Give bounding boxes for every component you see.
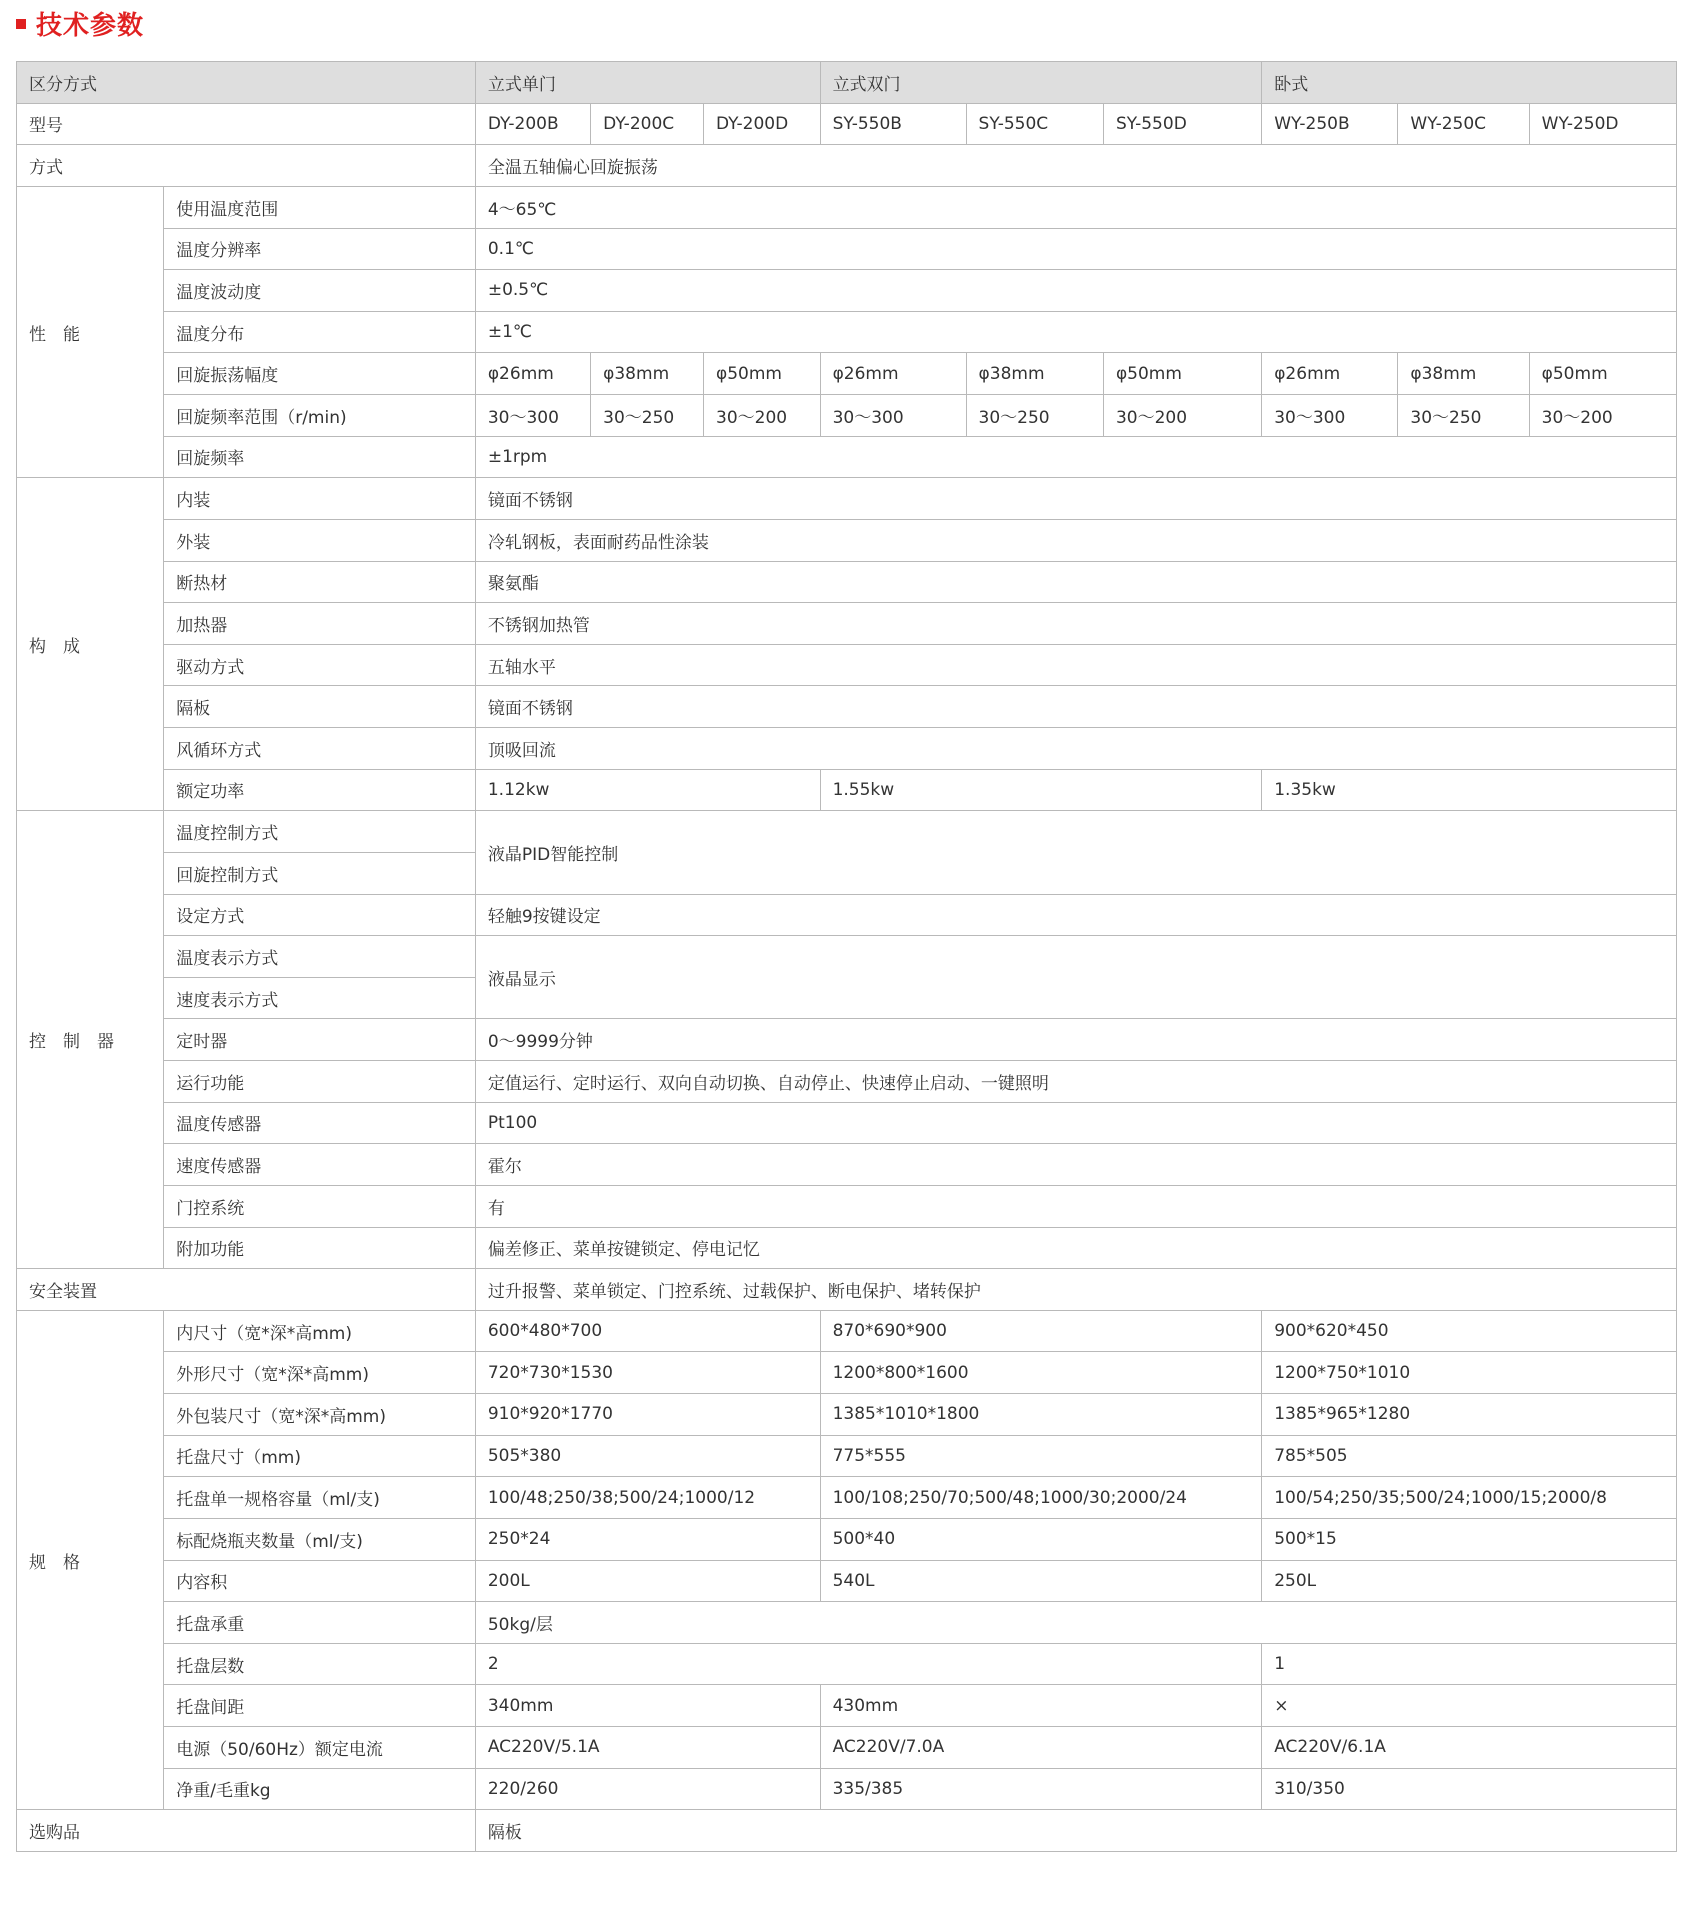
row-label: 加热器 [164,603,476,645]
model-cell: WY-250C [1398,103,1529,145]
row-label: 回旋频率 [164,436,476,478]
spec-cell: 720*730*1530 [475,1352,820,1394]
model-cell: SY-550B [820,103,966,145]
table-row [17,1643,1677,1685]
table-row [17,1144,1677,1186]
amplitude-cell: φ26mm [820,353,966,395]
row-label: 附加功能 [164,1227,476,1269]
table-row [17,1102,1677,1144]
table-row [17,1394,1677,1436]
row-value: 液晶显示 [475,936,1676,1019]
spec-cell: 430mm [820,1685,1262,1727]
table-header-row [17,62,1677,104]
spec-cell: 250*24 [475,1518,820,1560]
spec-cell: 200L [475,1560,820,1602]
spec-cell: AC220V/5.1A [475,1727,820,1769]
model-cell: DY-200B [475,103,590,145]
row-value: 0.1℃ [475,228,1676,270]
freq-range-cell: 30～250 [591,395,704,437]
spec-cell: 500*15 [1262,1518,1677,1560]
row-value: 不锈钢加热管 [475,603,1676,645]
table-row [17,894,1677,936]
row-label: 速度传感器 [164,1144,476,1186]
row-label: 温度传感器 [164,1102,476,1144]
model-cell: DY-200D [704,103,821,145]
row-label: 额定功率 [164,769,476,811]
table-row [17,1310,1677,1352]
table-row [17,1227,1677,1269]
row-label: 设定方式 [164,894,476,936]
group-label-controller: 控 制 器 [17,811,164,1269]
table-row-model [17,103,1677,145]
spec-cell: 220/260 [475,1768,820,1810]
table-row [17,686,1677,728]
freq-range-cell: 30～300 [820,395,966,437]
header-group-single-door: 立式单门 [475,62,820,104]
table-row [17,811,1677,853]
spec-cell: 505*380 [475,1435,820,1477]
row-label: 门控系统 [164,1185,476,1227]
spec-cell: 775*555 [820,1435,1262,1477]
row-value: 全温五轴偏心回旋振荡 [475,145,1676,187]
row-label: 外形尺寸（宽*深*高mm) [164,1352,476,1394]
row-value: 隔板 [475,1810,1676,1852]
table-row [17,936,1677,978]
header-group-horizontal: 卧式 [1262,62,1677,104]
row-value: ±0.5℃ [475,270,1676,312]
table-row [17,1019,1677,1061]
table-row [17,436,1677,478]
spec-cell: 310/350 [1262,1768,1677,1810]
row-label: 温度表示方式 [164,936,476,978]
spec-cell: 900*620*450 [1262,1310,1677,1352]
row-label: 使用温度范围 [164,186,476,228]
freq-range-cell: 30～200 [704,395,821,437]
row-value: 4～65℃ [475,186,1676,228]
row-value: 0～9999分钟 [475,1019,1676,1061]
row-value: 定值运行、定时运行、双向自动切换、自动停止、快速停止启动、一键照明 [475,1061,1676,1103]
spec-cell: × [1262,1685,1677,1727]
row-label: 净重/毛重kg [164,1768,476,1810]
row-label: 回旋频率范围（r/min) [164,395,476,437]
row-label: 回旋振荡幅度 [164,353,476,395]
freq-range-cell: 30～250 [1398,395,1529,437]
table-row [17,1560,1677,1602]
row-label: 温度控制方式 [164,811,476,853]
freq-range-cell: 30～250 [966,395,1103,437]
table-row [17,603,1677,645]
amplitude-cell: φ50mm [1529,353,1676,395]
row-label: 温度分布 [164,311,476,353]
group-label-specs: 规 格 [17,1310,164,1810]
spec-cell: 100/54;250/35;500/24;1000/15;2000/8 [1262,1477,1677,1519]
row-value: 五轴水平 [475,644,1676,686]
row-value: 50kg/层 [475,1602,1676,1644]
amplitude-cell: φ50mm [704,353,821,395]
row-value: Pt100 [475,1102,1676,1144]
spec-cell: 785*505 [1262,1435,1677,1477]
spec-cell: 100/48;250/38;500/24;1000/12 [475,1477,820,1519]
row-label: 外包装尺寸（宽*深*高mm) [164,1394,476,1436]
header-group-double-door: 立式双门 [820,62,1262,104]
row-label: 风循环方式 [164,728,476,770]
freq-range-cell: 30～200 [1529,395,1676,437]
table-row [17,1352,1677,1394]
table-row [17,1518,1677,1560]
row-label: 隔板 [164,686,476,728]
row-value: ±1rpm [475,436,1676,478]
group-label-performance: 性 能 [17,186,164,477]
group-label-construction: 构 成 [17,478,164,811]
model-cell: WY-250B [1262,103,1398,145]
power-cell: 1.55kw [820,769,1262,811]
table-row [17,311,1677,353]
table-row [17,1185,1677,1227]
table-row [17,270,1677,312]
row-label: 托盘层数 [164,1643,476,1685]
spec-cell: 335/385 [820,1768,1262,1810]
table-row [17,728,1677,770]
table-row [17,561,1677,603]
model-cell: WY-250D [1529,103,1676,145]
spec-cell: 2 [475,1643,1261,1685]
table-row [17,644,1677,686]
amplitude-cell: φ26mm [1262,353,1398,395]
row-label: 方式 [17,145,476,187]
spec-cell: 250L [1262,1560,1677,1602]
spec-cell: 600*480*700 [475,1310,820,1352]
table-row [17,353,1677,395]
power-cell: 1.12kw [475,769,820,811]
spec-cell: 340mm [475,1685,820,1727]
spec-table [16,61,1677,1852]
table-row [17,395,1677,437]
amplitude-cell: φ26mm [475,353,590,395]
row-label: 运行功能 [164,1061,476,1103]
row-label: 托盘间距 [164,1685,476,1727]
spec-cell: 500*40 [820,1518,1262,1560]
row-label: 定时器 [164,1019,476,1061]
row-label: 内装 [164,478,476,520]
row-label: 温度分辨率 [164,228,476,270]
table-row [17,769,1677,811]
row-label: 驱动方式 [164,644,476,686]
table-row [17,1061,1677,1103]
spec-cell: 100/108;250/70;500/48;1000/30;2000/24 [820,1477,1262,1519]
model-cell: SY-550D [1103,103,1261,145]
table-row [17,478,1677,520]
row-label: 温度波动度 [164,270,476,312]
row-label: 托盘单一规格容量（ml/支) [164,1477,476,1519]
header-label: 区分方式 [17,62,476,104]
table-row [17,519,1677,561]
spec-cell: 910*920*1770 [475,1394,820,1436]
row-value: 聚氨酯 [475,561,1676,603]
row-label: 电源（50/60Hz）额定电流 [164,1727,476,1769]
row-value: 镜面不锈钢 [475,478,1676,520]
row-value: 霍尔 [475,1144,1676,1186]
model-cell: SY-550C [966,103,1103,145]
spec-cell: 1200*750*1010 [1262,1352,1677,1394]
row-value: 液晶PID智能控制 [475,811,1676,894]
freq-range-cell: 30～300 [1262,395,1398,437]
section-title: 技术参数 [36,10,145,41]
spec-cell: 1200*800*1600 [820,1352,1262,1394]
row-value: 镜面不锈钢 [475,686,1676,728]
power-cell: 1.35kw [1262,769,1677,811]
spec-cell: 870*690*900 [820,1310,1262,1352]
spec-cell: 1385*965*1280 [1262,1394,1677,1436]
spec-cell: AC220V/6.1A [1262,1727,1677,1769]
row-label: 内容积 [164,1560,476,1602]
row-value: 顶吸回流 [475,728,1676,770]
row-value: 冷轧钢板，表面耐药品性涂装 [475,519,1676,561]
freq-range-cell: 30～200 [1103,395,1261,437]
row-value: 过升报警、菜单锁定、门控系统、过载保护、断电保护、堵转保护 [475,1269,1676,1311]
row-label: 标配烧瓶夹数量（ml/支) [164,1518,476,1560]
row-label: 选购品 [17,1810,476,1852]
spec-cell: 540L [820,1560,1262,1602]
amplitude-cell: φ50mm [1103,353,1261,395]
row-label: 速度表示方式 [164,977,476,1019]
row-value: 轻触9按键设定 [475,894,1676,936]
table-row-safety [17,1269,1677,1311]
table-row [17,1727,1677,1769]
spec-cell: AC220V/7.0A [820,1727,1262,1769]
model-cell: DY-200C [591,103,704,145]
row-label: 型号 [17,103,476,145]
spec-cell: 1385*1010*1800 [820,1394,1262,1436]
heading-square-icon [16,19,26,29]
row-label: 外装 [164,519,476,561]
row-label: 内尺寸（宽*深*高mm) [164,1310,476,1352]
table-row-optional [17,1810,1677,1852]
row-label: 回旋控制方式 [164,852,476,894]
table-row [17,1435,1677,1477]
spec-cell: 1 [1262,1643,1677,1685]
table-row [17,228,1677,270]
row-label: 断热材 [164,561,476,603]
row-label: 托盘承重 [164,1602,476,1644]
freq-range-cell: 30～300 [475,395,590,437]
row-value: ±1℃ [475,311,1676,353]
amplitude-cell: φ38mm [591,353,704,395]
amplitude-cell: φ38mm [1398,353,1529,395]
table-row [17,1768,1677,1810]
row-label: 托盘尺寸（mm) [164,1435,476,1477]
amplitude-cell: φ38mm [966,353,1103,395]
table-row [17,1685,1677,1727]
table-row [17,186,1677,228]
row-value: 偏差修正、菜单按键锁定、停电记忆 [475,1227,1676,1269]
row-value: 有 [475,1185,1676,1227]
table-row [17,1602,1677,1644]
table-row-method [17,145,1677,187]
table-row [17,1477,1677,1519]
section-heading [16,6,144,40]
row-label: 安全装置 [17,1269,476,1311]
